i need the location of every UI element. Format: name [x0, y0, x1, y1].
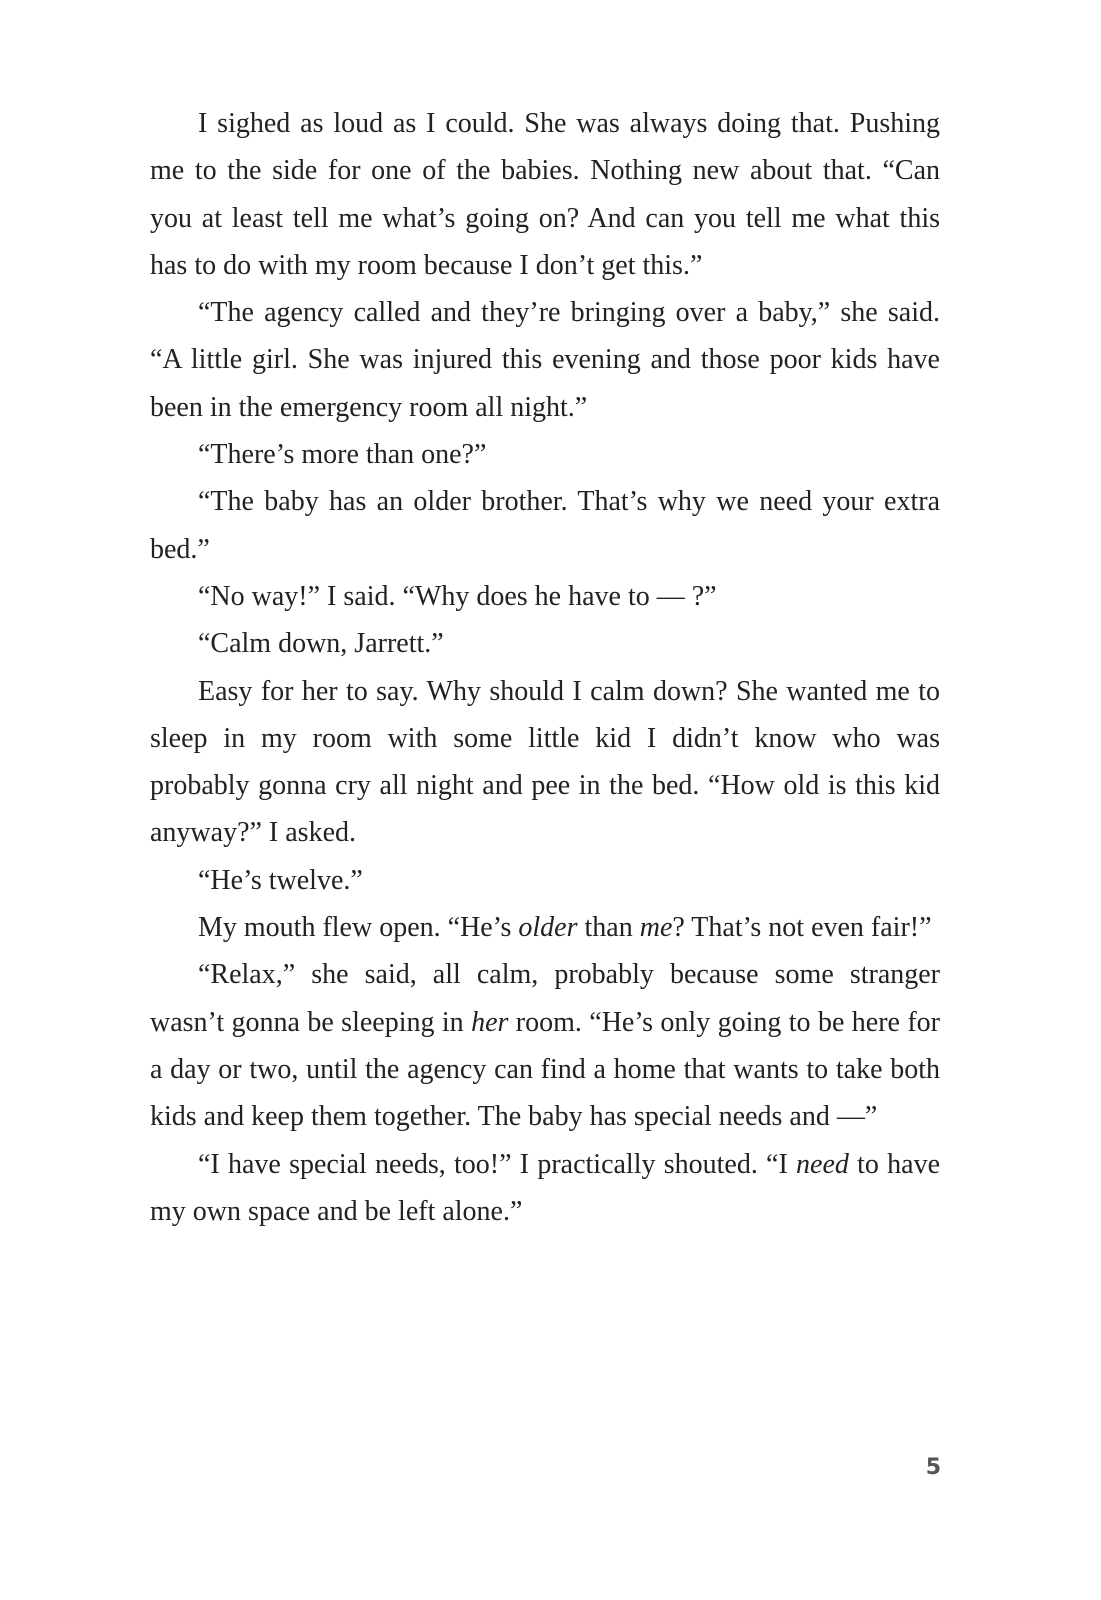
italic-text: her	[471, 1006, 509, 1038]
text-run: than	[577, 912, 640, 944]
text-run: ? That’s not even fair!”	[672, 912, 932, 944]
paragraph	[150, 857, 940, 904]
text-run: My mouth flew open. “He’s	[198, 912, 519, 944]
text-run: “There’s more than one?”	[198, 439, 487, 471]
text-run: “The baby has an older brother. That’s why we need your extra bed.”	[150, 486, 940, 565]
paragraph	[150, 620, 940, 667]
text-run: to have my own space and be left alone.”	[150, 1148, 941, 1227]
text-run: “Calm down, Jarrett.”	[198, 628, 444, 660]
paragraph	[150, 431, 940, 478]
text-run: “Relax,” she said, all calm, probably because some stranger wasn’t gonna be sleeping in	[150, 959, 940, 1038]
italic-text: need	[796, 1148, 849, 1180]
paragraph	[150, 904, 940, 951]
paragraph	[150, 100, 940, 289]
page-number: 5	[925, 1455, 941, 1480]
paragraph	[150, 478, 940, 573]
paragraph	[150, 289, 940, 431]
paragraph	[150, 951, 940, 1140]
text-run: room. “He’s only going to be here for a day or two, until the agency can find a home that wants to take both kids and keep them together. The baby has special needs and —”	[150, 1006, 940, 1133]
text-run: Easy for her to say. Why should I calm down? She wanted me to sleep in my room with some little kid I didn’t know who was probably gonna cry all night and pee in the bed. “How old is this kid anyway?” I asked.	[150, 675, 940, 849]
italic-text: me	[639, 912, 673, 944]
text-run: “The agency called and they’re bringing over a baby,” she said. “A little girl. She was injured this evening and those poor kids have been in the emergency room all night.”	[150, 297, 940, 423]
page-body	[150, 100, 940, 1235]
paragraph	[150, 1141, 940, 1236]
italic-text: older	[518, 912, 578, 944]
text-run: “No way!” I said. “Why does he have to — ?”	[198, 580, 717, 612]
text-run: I sighed as loud as I could. She was always doing that. Pushing me to the side for one of the babies. Nothing new about that. “Can you at least tell me what’s going on? And can you tell me what this has to do with my room because I don’t get this.”	[150, 108, 940, 281]
paragraph	[150, 668, 940, 857]
paragraph	[150, 573, 940, 620]
text-run: “He’s twelve.”	[198, 864, 363, 896]
text-run: “I have special needs, too!” I practically shouted. “I	[198, 1148, 797, 1180]
